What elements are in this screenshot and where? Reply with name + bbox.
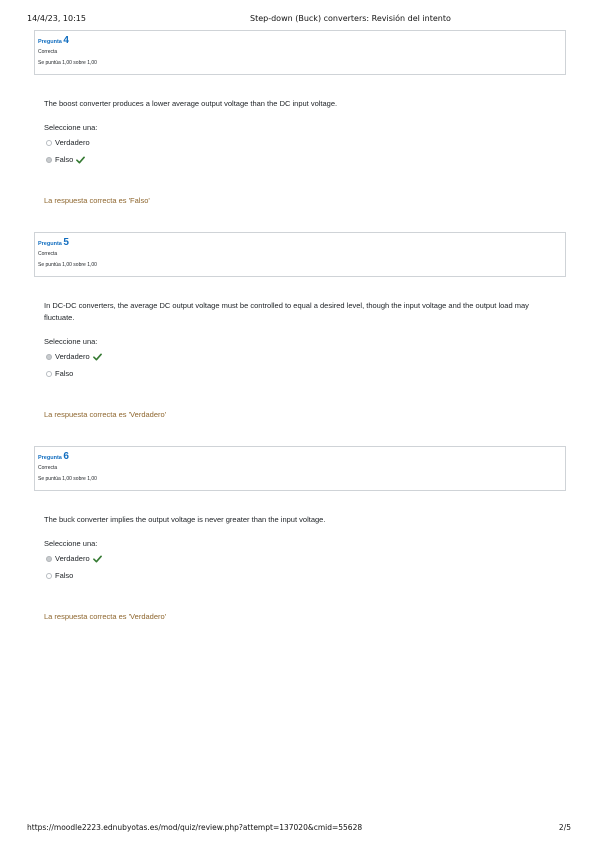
answer-option-verdadero[interactable]: [46, 134, 560, 151]
radio-button[interactable]: [46, 371, 52, 377]
print-url: https://moodle2223.ednubyotas.es/mod/quiz/review.php?attempt=137020&cmid=55628: [27, 823, 363, 832]
question-label: Pregunta: [38, 455, 62, 461]
print-header: [0, 14, 599, 26]
question-grade: Se puntúa 1,00 sobre 1,00: [38, 476, 97, 482]
question-number: 4: [63, 35, 69, 46]
question-number: 5: [63, 237, 69, 248]
page-number: 2/5: [558, 823, 571, 832]
question-info-6: [34, 446, 566, 491]
question-state: Correcta: [38, 251, 58, 257]
question-content-6: [44, 514, 560, 584]
right-answer-feedback: La respuesta correcta es 'Verdadero': [44, 612, 167, 621]
check-icon: [76, 156, 85, 164]
question-text: In DC-DC converters, the average DC output voltage must be controlled to equal a desired level, though the input voltage and the output load may fluctuate.: [44, 301, 529, 322]
answer-option-falso[interactable]: [46, 151, 560, 168]
check-icon: [93, 353, 102, 361]
question-state: Correcta: [38, 49, 58, 55]
radio-button-selected[interactable]: [46, 556, 52, 562]
question-text: The boost converter produces a lower average output voltage than the DC input voltage.: [44, 99, 338, 108]
question-content-5: [44, 300, 560, 382]
answer-prompt: Seleccione una:: [44, 539, 98, 548]
question-number-line: [38, 237, 565, 248]
question-state: Correcta: [38, 465, 58, 471]
question-number: 6: [63, 451, 69, 462]
right-answer-feedback: La respuesta correcta es 'Verdadero': [44, 410, 167, 419]
question-label: Pregunta: [38, 241, 62, 247]
question-grade: Se puntúa 1,00 sobre 1,00: [38, 262, 97, 268]
answer-label: Verdadero: [55, 554, 90, 563]
question-info-5: [34, 232, 566, 277]
radio-button[interactable]: [46, 140, 52, 146]
answer-label: Falso: [55, 369, 74, 378]
right-answer-feedback: La respuesta correcta es 'Falso': [44, 196, 150, 205]
question-grade: Se puntúa 1,00 sobre 1,00: [38, 60, 97, 66]
print-footer: [0, 823, 599, 835]
question-content-4: [44, 98, 560, 168]
answer-label: Falso: [55, 155, 74, 164]
answer-label: Verdadero: [55, 138, 90, 147]
question-number-line: [38, 451, 565, 462]
radio-button-selected[interactable]: [46, 354, 52, 360]
answer-prompt: Seleccione una:: [44, 337, 98, 346]
answer-label: Falso: [55, 571, 74, 580]
question-label: Pregunta: [38, 39, 62, 45]
print-datetime: 14/4/23, 10:15: [27, 14, 86, 23]
radio-button-selected[interactable]: [46, 157, 52, 163]
question-text: The buck converter implies the output voltage is never greater than the input voltage.: [44, 515, 326, 524]
answer-prompt: Seleccione una:: [44, 123, 98, 132]
question-info-4: [34, 30, 566, 75]
answer-option-verdadero[interactable]: [46, 348, 560, 365]
answer-option-verdadero[interactable]: [46, 550, 560, 567]
answer-option-falso[interactable]: [46, 567, 560, 584]
radio-button[interactable]: [46, 573, 52, 579]
question-number-line: [38, 35, 565, 46]
check-icon: [93, 555, 102, 563]
answer-option-falso[interactable]: [46, 365, 560, 382]
answer-label: Verdadero: [55, 352, 90, 361]
print-title: Step-down (Buck) converters: Revisión del intento: [250, 14, 451, 23]
